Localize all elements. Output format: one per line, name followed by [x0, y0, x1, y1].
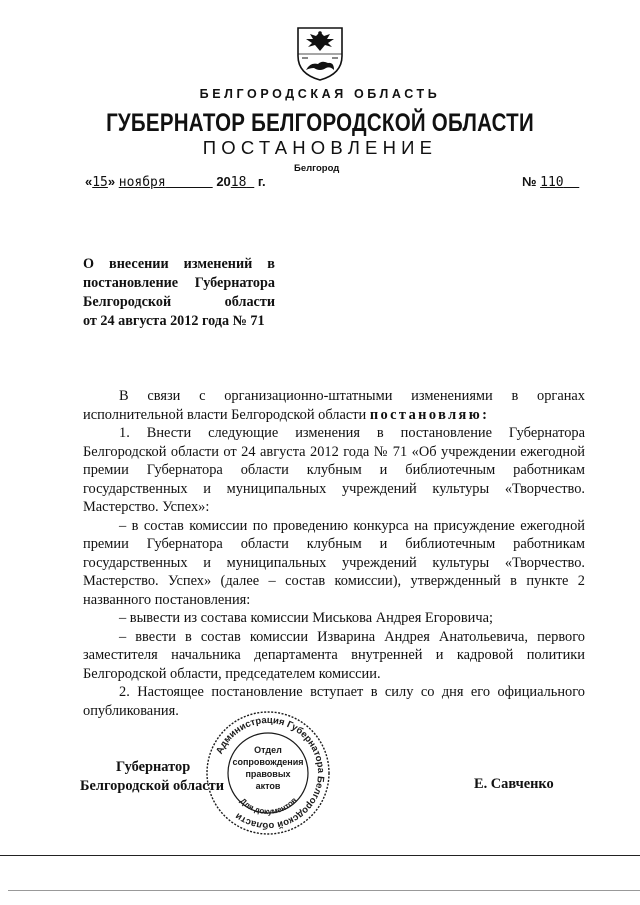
document-type: ПОСТАНОВЛЕНИЕ — [202, 137, 438, 158]
official-stamp-icon — [204, 709, 332, 837]
decree-word: постановляю: — [369, 406, 490, 423]
divider-line — [0, 855, 640, 856]
document-date — [85, 174, 266, 190]
date-open-quote: « — [85, 174, 93, 189]
stamp-line: правовых — [245, 769, 291, 779]
subject-line: Белгородской области — [83, 294, 275, 310]
stamp-bottom-text: Для документов — [238, 795, 299, 817]
signatory-name: Е. Савченко — [474, 776, 554, 792]
number-value: 110 — [540, 175, 564, 190]
date-month: ноября — [118, 175, 166, 190]
stamp-line: актов — [255, 781, 281, 791]
date-year-prefix: 20 — [216, 174, 231, 189]
paragraph-item-1: 1. Внести следующие изменения в постановление Губернатора Белгородской области от 24 августа 2012 года № 71 «Об учреждении ежегодной премии Губернатора области клубным и библиотечным работникам государственных и муниципальных учреждений культуры «Творчество. Мастерство. Успех»: — [83, 425, 585, 515]
city-name: Белгород — [294, 163, 340, 174]
svg-text:Для документов — [238, 796, 298, 816]
position-line: Губернатор — [116, 759, 191, 775]
subject-line: от 24 августа 2012 года № 71 — [83, 313, 265, 329]
subject-line: постановление Губернатора — [83, 275, 275, 291]
signatory-position — [80, 758, 224, 796]
position-line: Белгородской области — [80, 778, 225, 794]
paragraph-commission: – в состав комиссии по проведению конкурса на присуждение ежегодной премии Губернатора области клубным и библиотечным работникам государственных и муниципальных учреждений культуры «Творчество. Мастерство. Успех» (далее – состав комиссии), утвержденный в пункте 2 названного постановления: — [83, 517, 585, 608]
stamp-line: Отдел — [254, 745, 282, 755]
document-body — [83, 387, 585, 720]
date-close-quote: » — [107, 174, 116, 189]
paragraph-item-2: 2. Настоящее постановление вступает в силу со дня его официального опубликования. — [83, 684, 585, 719]
paragraph-add-member: – ввести в состав комиссии Изварина Андрея Анатольевича, первого заместителя начальника департамента внутренней и кадровой политики Белгородской области, председателем комиссии. — [83, 628, 585, 682]
region-name: БЕЛГОРОДСКАЯ ОБЛАСТЬ — [199, 87, 441, 101]
divider-line — [8, 890, 640, 891]
number-label: № — [522, 174, 537, 189]
subject-line: О внесении изменений в — [83, 256, 275, 272]
coat-of-arms-icon — [296, 26, 344, 82]
stamp-ring-text: Администрация Губернатора Белгородской области — [214, 714, 327, 832]
document-number — [522, 174, 579, 190]
paragraph-preamble: В связи с организационно-штатными изменениями в органах исполнительной власти Белгородской области постановляю: — [83, 388, 585, 423]
date-year-abbr: г. — [257, 174, 266, 189]
governor-title: ГУБЕРНАТОР БЕЛГОРОДСКОЙ ОБЛАСТИ — [106, 109, 534, 137]
stamp-line: сопровождения — [232, 757, 304, 767]
date-day: 15 — [92, 175, 108, 190]
paragraph-remove-member: – вывести из состава комиссии Миськова Андрея Егоровича; — [119, 610, 493, 626]
date-year-suffix: 18 — [230, 175, 247, 190]
document-subject — [83, 255, 275, 331]
